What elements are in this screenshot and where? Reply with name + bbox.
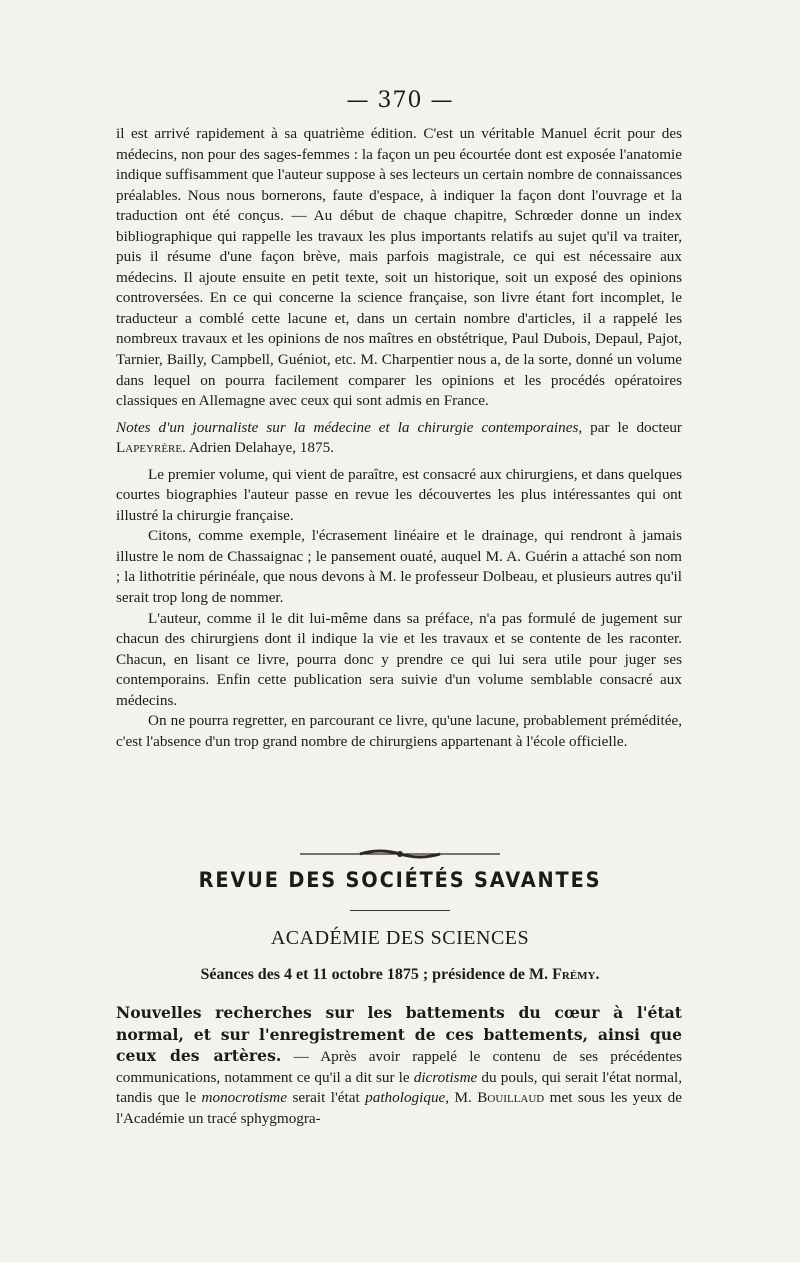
paragraph: On ne pourra regretter, en parcourant ce livre, qu'une lacune, probablement préméditée, c'est l'absence d'un trop grand nombre de chirurgiens appartenant à l'école officielle. (116, 712, 682, 750)
page-number: — 370 — (346, 88, 454, 113)
session-line (0, 966, 800, 984)
session-end: . (595, 966, 600, 983)
citation-by: par le docteur (590, 418, 682, 436)
session-president: Frémy (552, 966, 596, 983)
section-heading: REVUE DES SOCIÉTÉS SAVANTES (198, 868, 602, 892)
citation-title: Notes d'un journaliste sur la médecine et la chirurgie contemporaines, (116, 418, 583, 436)
article-author: Bouillaud (477, 1089, 545, 1106)
paragraph: il est arrivé rapidement à sa quatrième édition. C'est un véritable Manuel écrit pour des médecins, non pour des sages-femmes : la façon un peu écourtée dont est exposée l'anatomie indique suffisamment que l'auteur suppose à ses lecteurs un certain nombre de connaissances préalables. Nous nous bornerons, faute d'espace, à indiquer la façon dont l'ouvrage et la traduction ont été conçus. — Au début de chaque chapitre, Schrœder donne un index bibliographique qui rappelle les travaux les plus importants relatifs au sujet qu'il va traiter, puis il résume d'une façon brève, mais parfois magistrale, ce qui est nécessaire aux médecins. Il ajoute ensuite en petit texte, soit un historique, soit un exposé des opinions controversées. En ce qui concerne la science française, son livre étant fort incomplet, le traducteur a comblé cette lacune et, dans un certain nombre d'articles, il a rappelé les nombreux travaux et les opinions de nos maîtres en obstétrique, Paul Dubois, Depaul, Pajot, Tarnier, Bailly, Campbell, Guéniot, etc. M. Charpentier nous a, de la sorte, donné un volume dans lequel on pourra facilement comparer les opinions et les procédés opératoires classiques en Allemagne avec ceux qui sont admis en France. (116, 125, 682, 410)
citation-author: Lapeyrère (116, 439, 183, 457)
article-text: serait l'état (287, 1089, 366, 1106)
section-rule (350, 910, 450, 911)
article-term: dicrotisme (413, 1068, 478, 1086)
article-text: met sous les yeux de l'Académie un tracé sphygmogra- (116, 1089, 682, 1127)
paragraph: L'auteur, comme il le dit lui-même dans sa préface, n'a pas formulé de jugement sur chacun des chirurgiens dont il indique la vie et les travaux et se contente de les raconter. Chacun, en lisant ce livre, pourra donc y prendre ce qui lui sera utile pour juger ses contemporains. Enfin cette publication sera suivie d'un volume semblable consacré aux médecins. (116, 609, 682, 709)
subsection-heading: ACADÉMIE DES SCIENCES (270, 927, 530, 949)
article-term: pathologique (365, 1089, 446, 1106)
body-text (116, 124, 682, 752)
paragraph: Le premier volume, qui vient de paraître, est consacré aux chirurgiens, et dans quelques courtes biographies l'auteur passe en revue les découvertes les plus intéressantes qui ont illustré la chirurgie française. (116, 465, 682, 524)
session-text: Séances des 4 et 11 octobre 1875 ; présidence de M. (200, 966, 549, 983)
ornament-divider (300, 848, 500, 860)
article-term: monocrotisme (201, 1089, 288, 1106)
article (116, 1003, 682, 1129)
article-text: du pouls, qui serait l'état normal, tandis que le (116, 1068, 682, 1106)
article-text: , M. (445, 1089, 478, 1106)
paragraph: Citons, comme exemple, l'écrasement linéaire et le drainage, qui rendront à jamais illustre le nom de Chassaignac ; le pansement ouaté, auquel M. A. Guérin a attaché son nom ; la lithotritie périnéale, que nous devons à M. le professeur Dolbeau, et plusieurs autres qu'il serait trop long de nommer. (116, 527, 682, 607)
article-title: Nouvelles recherches sur les battements du cœur à l'état normal, et sur l'enregistrement de ces battements, ainsi que ceux des artères. (116, 1003, 682, 1065)
citation-rest: . Adrien Delahaye, 1875. (182, 439, 334, 457)
article-text: — Après avoir rappelé le contenu de ses précédentes communications, notamment ce qu'il a dit sur le (116, 1048, 682, 1086)
citation (116, 418, 682, 459)
